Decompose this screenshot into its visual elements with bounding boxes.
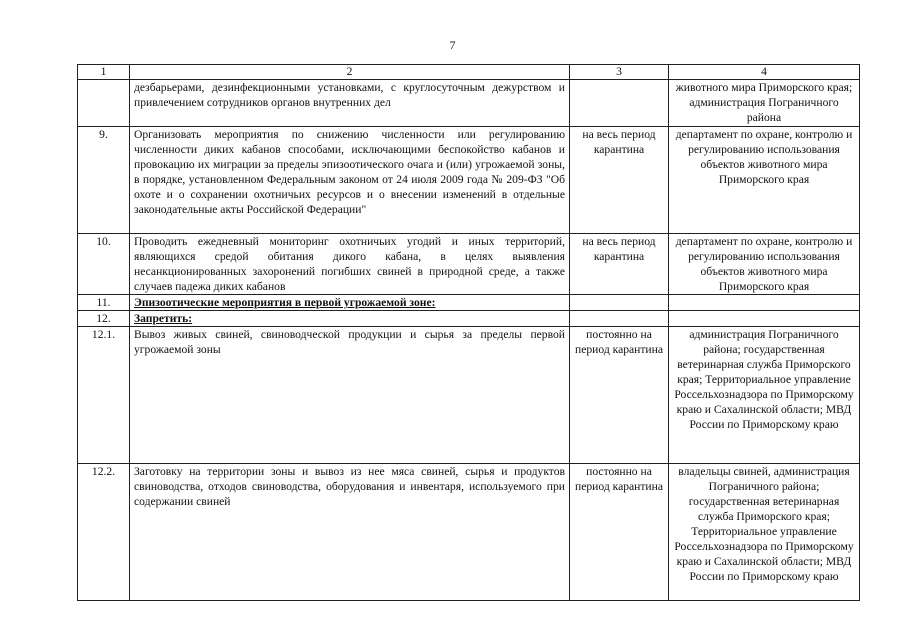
row-period: на весь период карантина (570, 127, 669, 234)
row-period (570, 80, 669, 127)
row-measure: Заготовку на территории зоны и вывоз из нее мяса свиней, сырья и продуктов свиноводства, отходов свиноводства, оборудования и инвентаря, используемого при содержании свиней (130, 464, 570, 601)
table-row (78, 464, 860, 601)
row-responsible: департамент по охране, контролю и регулированию использования объектов животного мира Приморского края (669, 127, 860, 234)
row-responsible: администрация Пограничного района; государственная ветеринарная служба Приморского края; Территориальное управление Россельхознадзора по Приморскому краю и Сахалинской области; МВД России по Приморскому краю (669, 327, 860, 464)
row-number: 10. (78, 234, 130, 295)
table-row (78, 234, 860, 295)
page-number: 7 (449, 38, 456, 52)
table-row (78, 295, 860, 311)
row-measure: Вывоз живых свиней, свиноводческой продукции и сырья за пределы первой угрожаемой зоны (130, 327, 570, 464)
row-responsible (669, 311, 860, 327)
table-row (78, 327, 860, 464)
row-number: 9. (78, 127, 130, 234)
header-cell: 4 (669, 65, 860, 80)
row-measure: дезбарьерами, дезинфекционными установками, с круглосуточным дежурством и привлечением сотрудников органов внутренних дел (130, 80, 570, 127)
table-header-row (78, 65, 860, 80)
table-row (78, 80, 860, 127)
row-measure: Проводить ежедневный мониторинг охотничьих угодий и иных территорий, являющихся средой обитания дикого кабана, в целях выявления несанкционированных захоронений погибших свиней в природной среде, а также случаев падежа диких кабанов (130, 234, 570, 295)
section-heading: Эпизоотические мероприятия в первой угрожаемой зоне: (130, 295, 570, 311)
table-row (78, 127, 860, 234)
row-number: 12.1. (78, 327, 130, 464)
row-responsible: животного мира Приморского края; администрация Пограничного района (669, 80, 860, 127)
row-measure: Организовать мероприятия по снижению численности или регулированию численности диких кабанов способами, исключающими беспокойство кабанов и провокацию их миграции за пределы эпизоотического очага и (или) угрожаемой зоны, в порядке, установленном Федеральным законом от 24 июля 2009 года № 209-ФЗ "Об охоте и о сохранении охотничьих ресурсов и о внесении изменений в отдельные законодательные акты Российской Федерации" (130, 127, 570, 234)
header-cell: 3 (570, 65, 669, 80)
row-period: постоянно на период карантина (570, 327, 669, 464)
table-row (78, 311, 860, 327)
row-number: 11. (78, 295, 130, 311)
row-number: 12.2. (78, 464, 130, 601)
row-responsible (669, 295, 860, 311)
measures-table (77, 64, 860, 601)
row-number (78, 80, 130, 127)
header-cell: 1 (78, 65, 130, 80)
row-period: постоянно на период карантина (570, 464, 669, 601)
row-period: на весь период карантина (570, 234, 669, 295)
row-responsible: владельцы свиней, администрация Пограничного района; государственная ветеринарная служба Приморского края; Территориальное управление Россельхознадзора по Приморскому краю и Сахалинской области; МВД России по Приморскому краю (669, 464, 860, 601)
row-responsible: департамент по охране, контролю и регулированию использования объектов животного мира Приморского края (669, 234, 860, 295)
header-cell: 2 (130, 65, 570, 80)
row-period (570, 295, 669, 311)
row-period (570, 311, 669, 327)
section-heading: Запретить: (130, 311, 570, 327)
row-number: 12. (78, 311, 130, 327)
